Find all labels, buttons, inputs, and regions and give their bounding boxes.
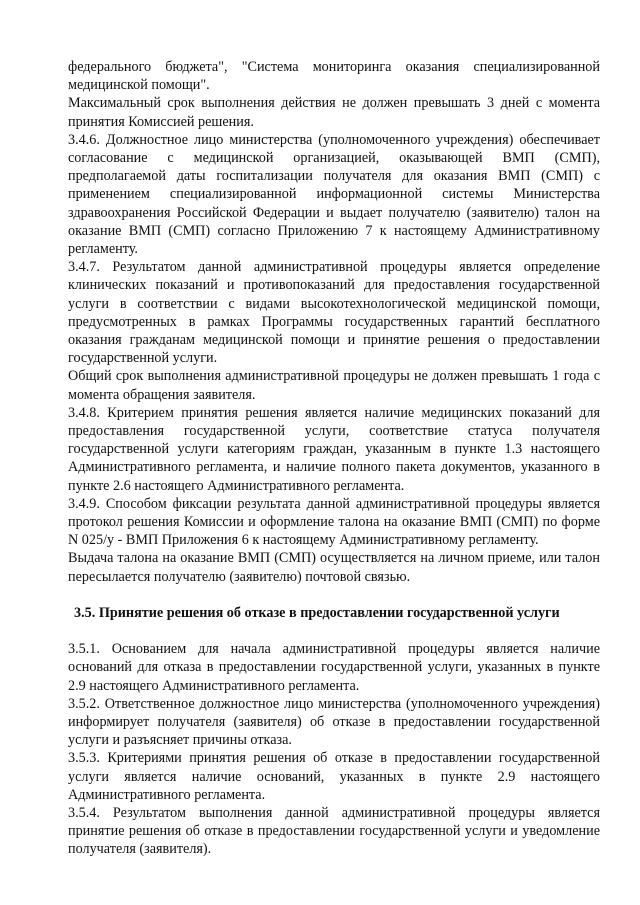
paragraph-3-5-3: 3.5.3. Критериями принятия решения об отказе в предоставлении государственной услуги является наличие оснований, указанных в пункте 2.9 настоящего Административного регламента. [68, 750, 600, 803]
paragraph-3-5-4: 3.5.4. Результатом выполнения данной административной процедуры является принятие решения об отказе в предоставлении государственной услуги и уведомление получателя (заявителя). [68, 804, 600, 858]
paragraph-3-4-7: 3.4.7. Результатом данной административной процедуры является определение клинических показаний и противопоказаний для предоставления государственной услуги в соответствии с видами высокотехнологической медицинской помощи, предусмотренных в рамках Программы государственных гарантий бесплатного оказания гражданам медицинской помощи и принятие решения о предоставлении государственной услуги. [68, 259, 600, 367]
paragraph-3-5-1: 3.5.1. Основанием для начала административной процедуры является наличие оснований для отказа в предоставлении государственной услуги, указанных в пункте 2.9 настоящего Административного регламента. [68, 641, 600, 694]
section-heading: 3.5. Принятие решения об отказе в предоставлении государственной услуги [74, 604, 560, 621]
paragraph: федерального бюджета", "Система мониторинга оказания специализированной медицинской помощи". [68, 59, 600, 94]
paragraph: Общий срок выполнения административной процедуры не должен превышать 1 года с момента обращения заявителя. [68, 368, 600, 403]
paragraph: Максимальный срок выполнения действия не должен превышать 3 дней с момента принятия Комиссией решения. [68, 95, 600, 130]
document-page [68, 58, 600, 859]
paragraph-3-4-8: 3.4.8. Критерием принятия решения является наличие медицинских показаний для предоставления государственной услуги, соответствие статуса получателя государственной услуги категориям граждан, указанным в пункте 1.3 настоящего Административного регламента, и наличие полного пакета документов, указанного в пункте 2.6 настоящего Административного регламента. [68, 404, 600, 494]
paragraph-3-4-6: 3.4.6. Должностное лицо министерства (уполномоченного учреждения) обеспечивает согласование с медицинской организацией, оказывающей ВМП (СМП), предполагаемой даты госпитализации получателя для оказания ВМП (СМП) с применением специализированной информационной системы Министерства здравоохранения Российской Федерации и выдает получателю (заявителю) талон на оказание ВМП (СМП) согласно Приложению 7 к настоящему Административному регламенту. [68, 131, 600, 258]
paragraph-3-4-9: 3.4.9. Способом фиксации результата данной административной процедуры является протокол решения Комиссии и оформление талона на оказание ВМП (СМП) по форме N 025/у - ВМП Приложения 6 к настоящему Административному регламенту. [68, 495, 600, 549]
paragraph: Выдача талона на оказание ВМП (СМП) осуществляется на личном приеме, или талон пересылается получателю (заявителю) почтовой связью. [68, 550, 600, 585]
paragraph-3-5-2: 3.5.2. Ответственное должностное лицо министерства (уполномоченного учреждения) информирует получателя (заявителя) об отказе в предоставлении государственной услуги и разъясняет причины отказа. [68, 695, 600, 749]
